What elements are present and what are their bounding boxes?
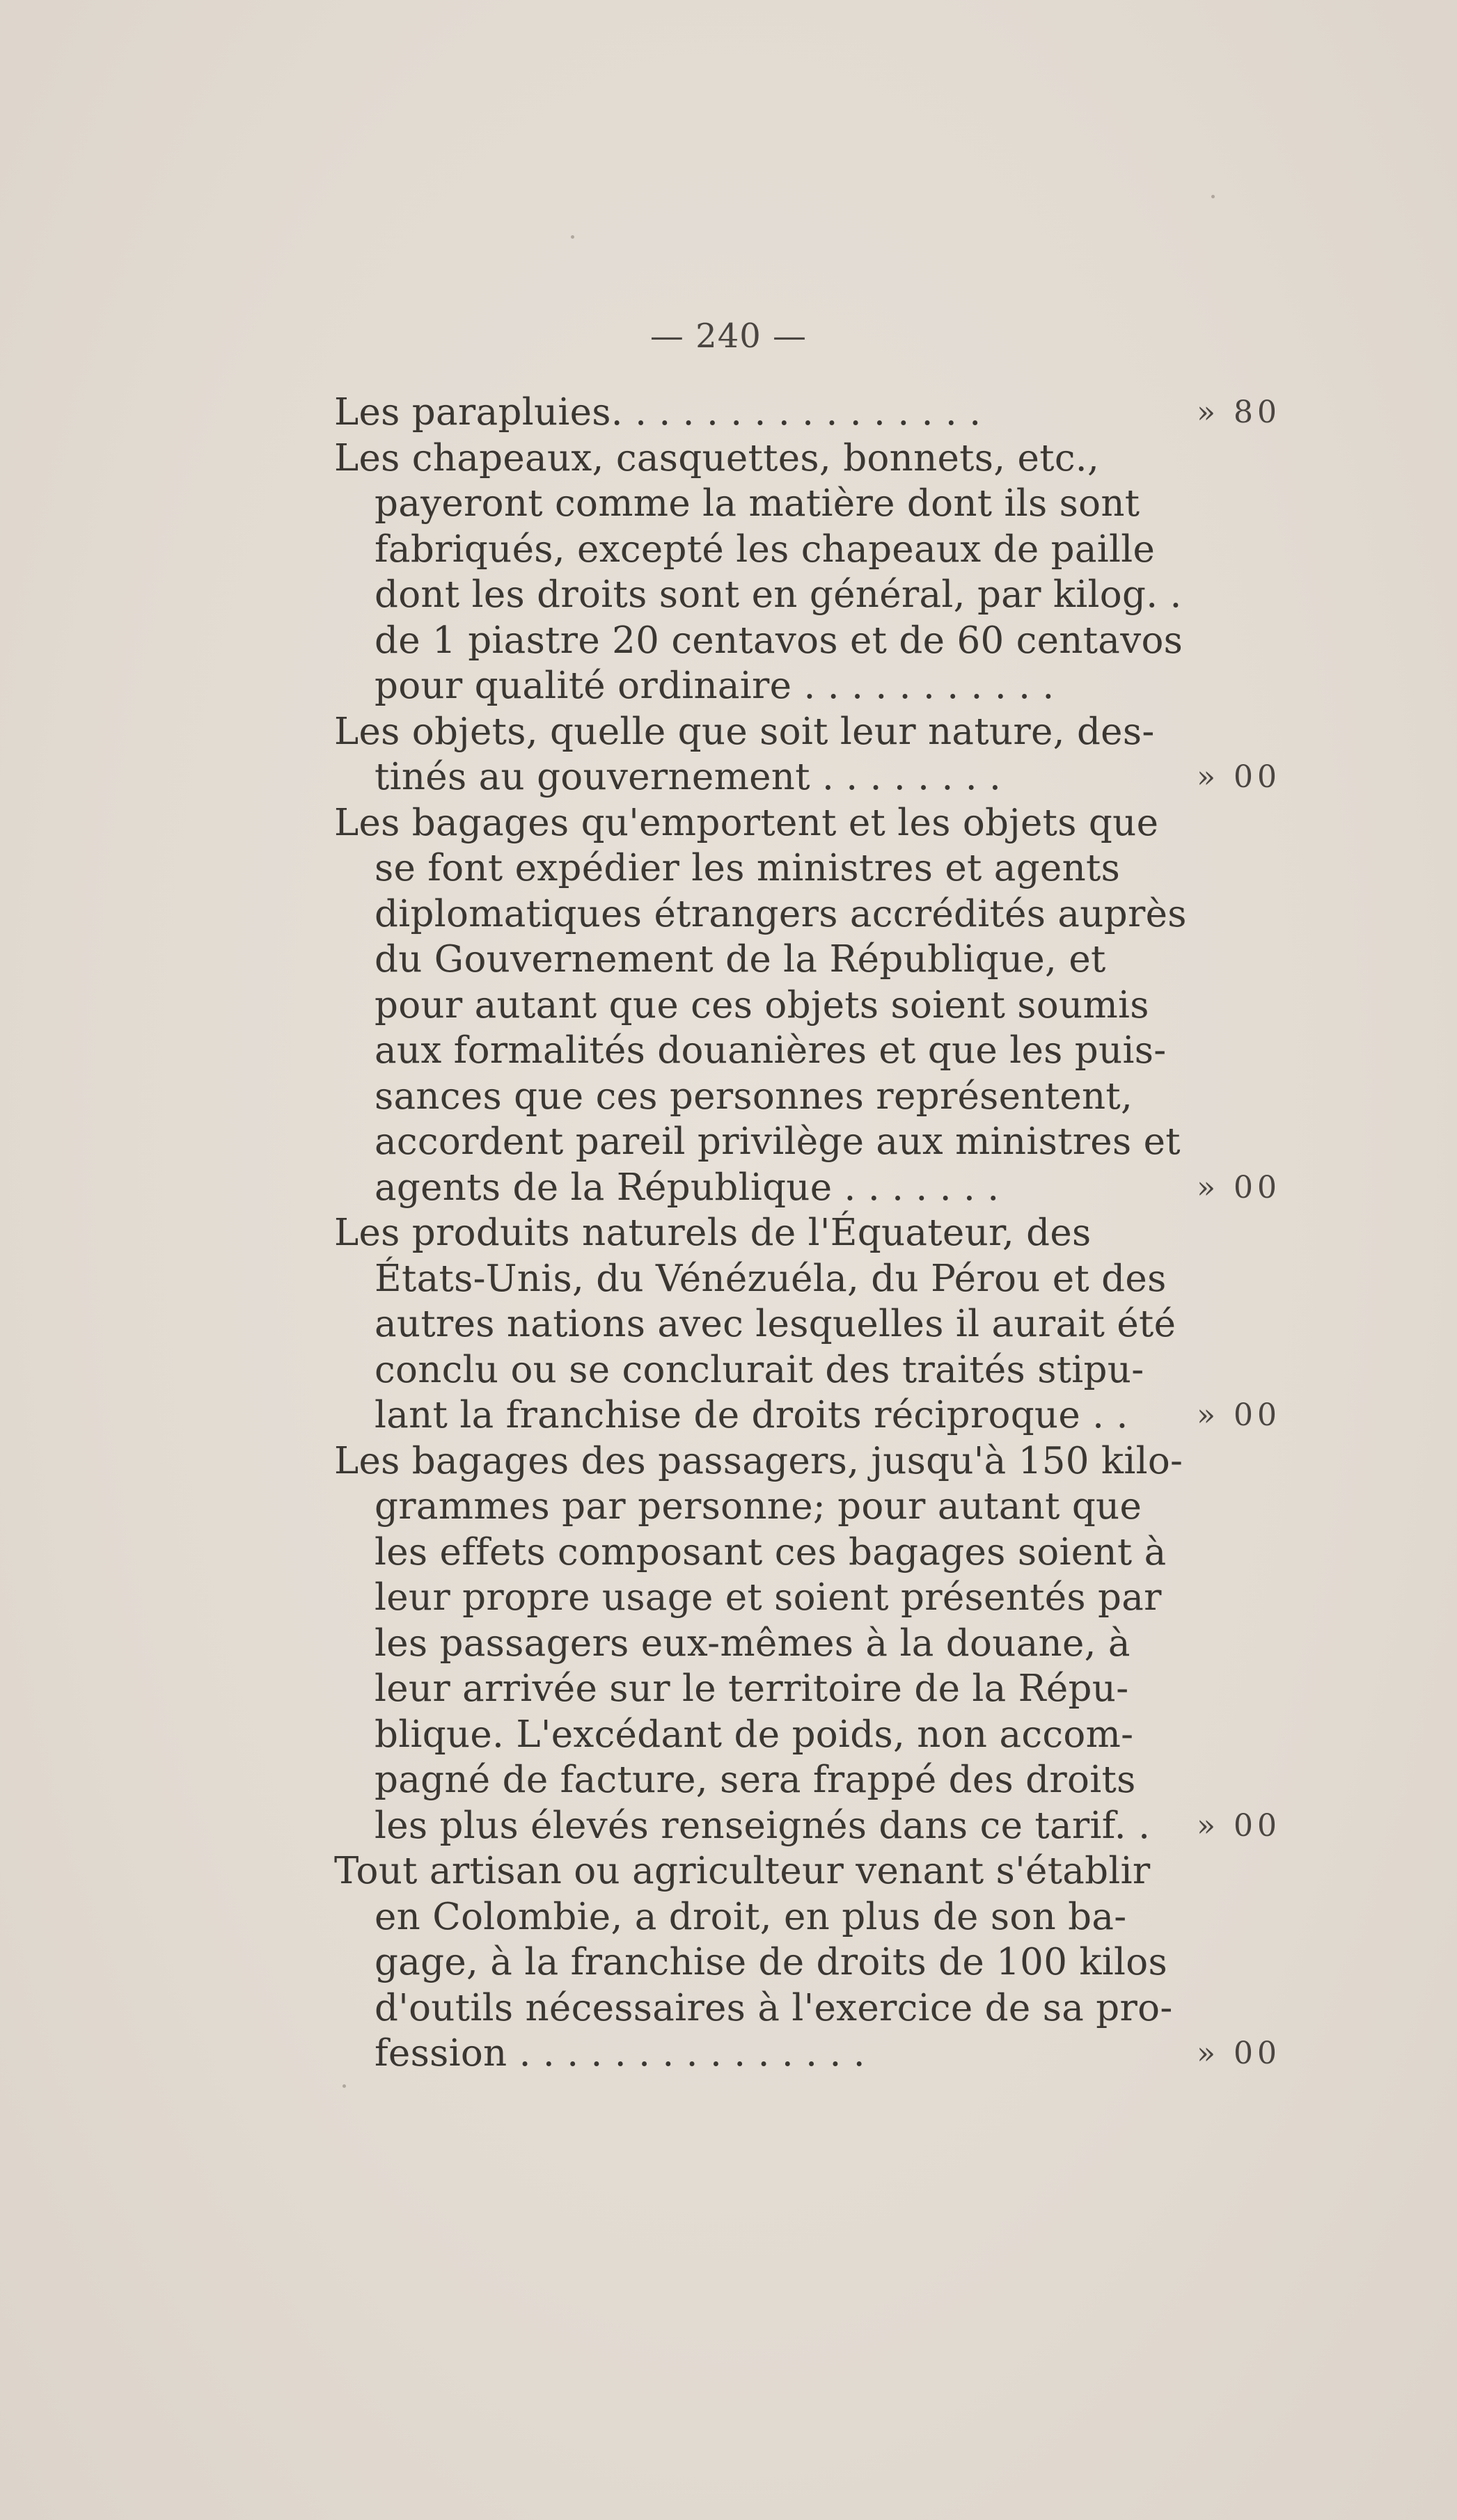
entry-text: de 1 piastre 20 centavos et de 60 centavos	[375, 619, 1183, 662]
entry-line	[334, 1621, 1281, 1667]
entry-text: Les objets, quelle que soit leur nature, des-	[334, 710, 1155, 753]
entry-line	[334, 390, 1281, 436]
entry-line	[334, 527, 1281, 573]
tariff-entry	[334, 390, 1281, 436]
entry-text: payeront comme la matière dont ils sont	[375, 482, 1140, 525]
entry-line	[334, 1712, 1281, 1758]
entry-text: les effets composant ces bagages soient à	[375, 1530, 1167, 1574]
entry-line	[334, 1028, 1281, 1074]
entry-text: leur propre usage et soient présentés par	[375, 1576, 1162, 1619]
entry-line	[334, 1848, 1281, 1894]
entry-text: Les bagages qu'emportent et les objets que	[334, 801, 1159, 844]
entry-line	[334, 1165, 1281, 1211]
entry-text: pagné de facture, sera frappé des droits	[375, 1759, 1136, 1801]
entry-text: du Gouvernement de la République, et	[375, 938, 1106, 981]
entry-text: en Colombie, a droit, en plus de son ba-	[375, 1895, 1127, 1938]
entry-line	[334, 891, 1281, 937]
entry-line	[334, 1530, 1281, 1576]
entry-text: lant la franchise de droits réciproque . .	[375, 1394, 1128, 1436]
entry-text: Les bagages des passagers, jusqu'à 150 kilo-	[334, 1439, 1183, 1482]
entry-text: pour qualité ordinaire . . . . . . . . . . .	[375, 665, 1055, 707]
entry-text: grammes par personne; pour autant que	[375, 1485, 1142, 1528]
entry-line	[334, 983, 1281, 1029]
entry-line	[334, 800, 1281, 846]
entry-line	[334, 618, 1281, 664]
entry-text: se font expédier les ministres et agents	[375, 847, 1121, 889]
entry-line	[334, 709, 1281, 755]
duty-amount: » 00	[1197, 1169, 1281, 1205]
entry-line	[334, 1803, 1281, 1849]
entry-text: gage, à la franchise de droits de 100 kilos	[375, 1941, 1167, 1983]
tariff-entry	[334, 436, 1281, 709]
entry-text: tinés au gouvernement . . . . . . . .	[375, 756, 1002, 798]
entry-line	[334, 937, 1281, 983]
entry-text: Les chapeaux, casquettes, bonnets, etc.,	[334, 436, 1100, 480]
entry-text: blique. L'excédant de poids, non accom-	[375, 1713, 1134, 1756]
entry-text: agents de la République . . . . . . .	[375, 1166, 1000, 1209]
entry-line	[334, 846, 1281, 891]
entry-line	[334, 1894, 1281, 1940]
entry-line	[334, 1347, 1281, 1393]
entry-line	[334, 1484, 1281, 1530]
entry-line	[334, 663, 1281, 709]
paper-speck	[571, 235, 574, 239]
entry-text: fabriqués, excepté les chapeaux de paille	[375, 528, 1156, 571]
entry-text: dont les droits sont en général, par kilog. .	[375, 573, 1182, 616]
duty-amount: » 00	[1197, 2036, 1281, 2071]
entry-text: autres nations avec lesquelles il aurait été	[375, 1303, 1176, 1345]
entry-text: les passagers eux-mêmes à la douane, à	[375, 1622, 1131, 1665]
entry-line	[334, 1119, 1281, 1165]
entry-line	[334, 1256, 1281, 1302]
entry-line	[334, 572, 1281, 618]
entry-text: d'outils nécessaires à l'exercice de sa pro-	[375, 1986, 1173, 2029]
entry-text: conclu ou se conclurait des traités stipu-	[375, 1348, 1144, 1391]
entry-text: pour autant que ces objets soient soumis	[375, 983, 1149, 1027]
duty-amount: » 80	[1197, 395, 1281, 430]
entry-text: diplomatiques étrangers accrédités auprès	[375, 892, 1187, 935]
tariff-entry	[334, 709, 1281, 800]
entry-line	[334, 1301, 1281, 1347]
paper-speck	[1211, 195, 1215, 198]
entry-text: Les parapluies. . . . . . . . . . . . . . . .	[334, 391, 982, 434]
entry-text: les plus élevés renseignés dans ce tarif. .	[375, 1804, 1151, 1847]
entry-text: sances que ces personnes représentent,	[375, 1075, 1133, 1118]
tariff-entries	[334, 390, 1281, 2077]
paper-speck	[342, 2084, 346, 2088]
entry-line	[334, 1757, 1281, 1803]
entry-line	[334, 1393, 1281, 1439]
entry-line	[334, 1666, 1281, 1712]
tariff-entry	[334, 1210, 1281, 1439]
tariff-entry	[334, 800, 1281, 1211]
duty-amount: » 00	[1197, 1397, 1281, 1433]
entry-line	[334, 754, 1281, 800]
tariff-entry	[334, 1848, 1281, 2077]
entry-line	[334, 1986, 1281, 2031]
duty-amount: » 00	[1197, 759, 1281, 795]
entry-text: leur arrivée sur le territoire de la Répu-	[375, 1667, 1129, 1710]
entry-text: accordent pareil privilège aux ministres et	[375, 1120, 1181, 1163]
page-number: — 240 —	[649, 317, 808, 356]
entry-text: Tout artisan ou agriculteur venant s'établir	[334, 1850, 1151, 1892]
entry-line	[334, 1074, 1281, 1120]
entry-line	[334, 1439, 1281, 1484]
entry-text: fession . . . . . . . . . . . . . . .	[375, 2032, 865, 2075]
entry-line	[334, 1940, 1281, 1986]
entry-line	[334, 1575, 1281, 1621]
entry-text: aux formalités douanières et que les puis-	[375, 1029, 1167, 1072]
entry-line	[334, 436, 1281, 482]
entry-text: États-Unis, du Vénézuéla, du Pérou et des	[375, 1257, 1167, 1300]
entry-line	[334, 481, 1281, 527]
tariff-entry	[334, 1439, 1281, 1849]
duty-amount: » 00	[1197, 1807, 1281, 1844]
entry-line	[334, 1210, 1281, 1256]
entry-line	[334, 2031, 1281, 2077]
entry-text: Les produits naturels de l'Équateur, des	[334, 1212, 1092, 1254]
